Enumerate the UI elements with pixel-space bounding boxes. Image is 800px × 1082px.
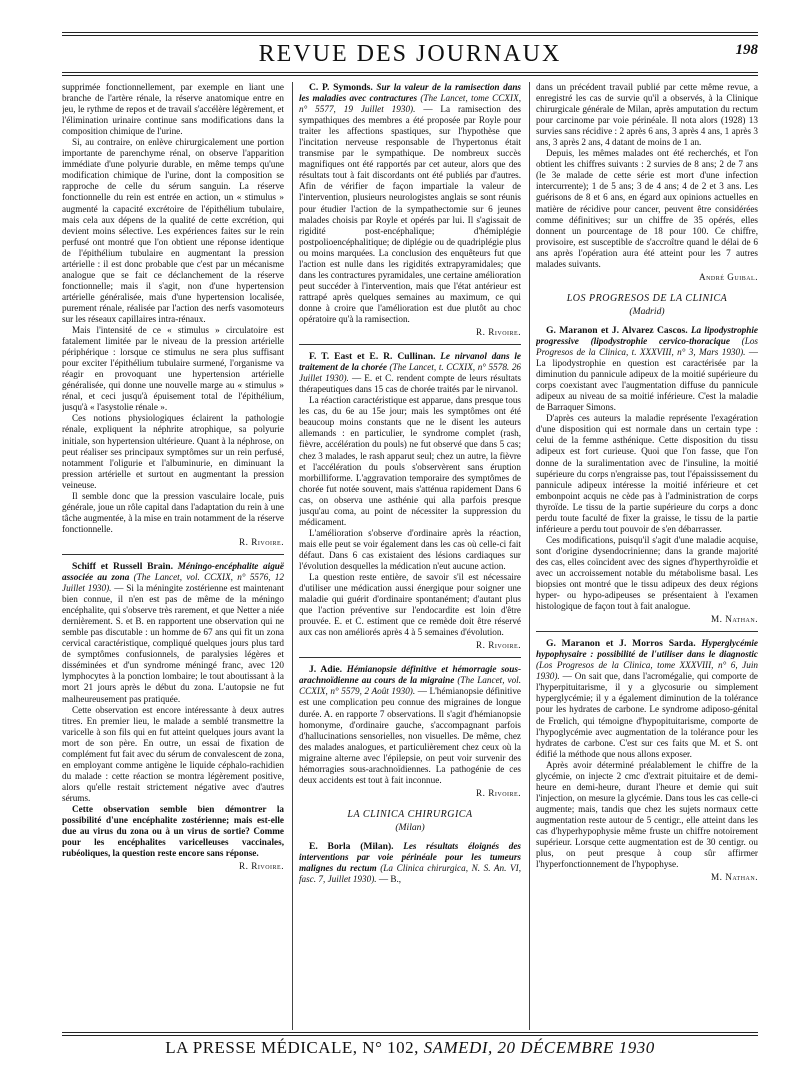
article-text: — B., <box>378 874 402 885</box>
column-1 <box>62 82 284 1030</box>
paragraph: La question reste entière, de savoir s'il est nécessaire d'utiliser une médication aussi énergique pour soigner une maladie qui guérit d'ordinaire spontanément; d'autant plus que l'action préventive sur l'endocardite est loin d'être prouvée. E. et C. estiment que ce remède doit être réservé aux cas non améliorés après 4 à 5 semaines d'évolution. <box>299 572 521 638</box>
article-text: — On sait que, dans l'acromégalie, qui comporte de l'hyperpituitarisme, il y a glycosurie ou simplement hyperglycémie; il y a également diminution de la tolérance pour les hydrates de carbone. Le syndrome adiposo-génital de Frœlich, qui témoigne d'hypopituitarisme, comporte de l'hypoglycémie avec augmentation de la tolérance pour les hydrates de carbone. C'est sur ces faits que M. et S. ont édifié la méthode que nous allons exposer. <box>536 671 758 759</box>
column-2 <box>299 82 521 1030</box>
journal-title: REVUE DES JOURNAUX <box>258 41 562 67</box>
signature: R. Rivoire. <box>476 327 521 338</box>
paragraph: D'après ces auteurs la maladie représente l'exagération d'une disposition qui est normale dans un certain type : celui de la femme asthénique. Cette disposition du tissu adipeux est fort curieuse. Quoi que l'on fasse, que l'on donne de la suralimentation avec de l'insuline, la moitié supérieure du corps n'engraisse pas, tout l'épaississement du pannicule adipeux intéresse la moitié inférieure et cet embonpoint acquis ne cède pas à l'administration de corps thyroïde. Le tissu de la partie supérieure du corps a donc perdu toute faculté de fixer la graisse, le tissu de la partie inférieure a perdu tout pouvoir de s'en débarrasser. <box>536 413 758 534</box>
article-source: (The Lancet, vol. CCXIX, n° 5579, 2 Août 1930). <box>299 675 521 697</box>
article-author: J. Adie. <box>309 664 343 676</box>
signature: R. Rivoire. <box>239 536 284 547</box>
article-title: Méningo-encéphalite aiguë associée au zona <box>62 560 284 583</box>
article-author: G. Maranon et J. Morros Sarda. <box>546 638 696 650</box>
footer-date: SAMEDI, 20 DÉCEMBRE 1930 <box>423 1038 655 1057</box>
signature: R. Rivoire. <box>476 787 521 798</box>
article-text: — Si la méningite zostérienne est maintenant bien connue, il n'en est pas de même de la méningo encéphalite, qui s'observe très rarement, et que Netter a niée dernièrement. S. et B. en rapportent une observation qui ne semble pas discutable : un homme de 67 ans qui fit un zona cervical caractéristique, compliqué quelques jours plus tard de symptômes confusionnels, de paralysies légères et disséminées et d'un syndrome méningé franc, avec 120 lymphocytes à la ponction lombaire; le tout aboutissant à la mort 21 jours après le début du zona. L'autopsie ne fut malheureusement pas pratiquée. <box>62 583 284 704</box>
article-entry <box>299 351 521 395</box>
page-footer <box>62 1038 758 1058</box>
column-divider <box>529 82 530 1030</box>
footer-rule <box>62 1032 758 1036</box>
article-entry <box>536 325 758 413</box>
page-number: 198 <box>735 42 758 58</box>
paragraph: L'amélioration s'observe d'ordinaire après la réaction, mais elle peut se voir également dans les cas où celle-ci fait défaut. Dans 6 cas existaient des lésions cardiaques sur l'évolution desquelles la médication n'eut aucune action. <box>299 527 521 571</box>
article-columns <box>62 82 758 1030</box>
paragraph: Cette observation semble bien démontrer la possibilité d'une encéphalite zostérienne; mais est-elle due au virus du zona ou à un virus de sortie? Comme pour les encéphalites varicelleuses vaccinales, rubéoliques, la question reste encore sans réponse. <box>62 804 284 859</box>
section-place: (Madrid) <box>629 305 665 317</box>
article-source: (Los Progresos de la Clinica, tome XXXVIII, n° 6, Juin 1930). <box>536 660 758 682</box>
article-title: Les résultats éloignés des interventions par voie périnéale pour les tumeurs malignes du rectum <box>299 841 521 874</box>
article-title: La lipodystrophie progressive (lipodystrophie cervico-thoracique <box>536 324 758 346</box>
paragraph: dans un précédent travail publié par cette même revue, a enregistré les cas de survie qu'il a observés, à la Clinique chirurgicale générale de Milan, après amputation du rectum pour carcinome par voie périnéale. Il nota alors (1928) 13 survies sans récidive : 2 après 6 ans, 3 après 4 ans, 1 après 3 ans, 3 après 2 ans, 4 datant de moins de 1 an. <box>536 82 758 148</box>
column-3 <box>536 82 758 1030</box>
article-source: (The Lancet, vol. CCXIX, n° 5576, 12 Juillet 1930). <box>62 572 284 594</box>
article-text: — L'hémianopsie définitive est une complication peu connue des migraines de longue durée. A. en rapporte 7 observations. Il s'agit d'hémianopsie homonyme, d'ordinaire gauche, s'accompagnant parfois d'hallucinations sensorielles, non visuelles. De même, chez des malades analogues, et particulièrement chez ceux où la migraine alterne avec l'épilepsie, on peut voir survenir des hémorragies sous-arachnoïdiennes. La pathogénie de ces deux accidents est tout à fait inconnue. <box>299 686 521 785</box>
article-title: Le nirvanol dans le traitement de la chorée <box>299 351 521 373</box>
separator <box>536 631 758 632</box>
article-source: (The Lancet, tome CCXIX, n° 5577, 19 Juillet 1930). <box>299 93 521 115</box>
header-rule <box>62 72 758 76</box>
section-heading: LOS PROGRESOS DE LA CLINICA <box>566 292 728 304</box>
article-entry <box>536 638 758 760</box>
signature: R. Rivoire. <box>476 640 521 651</box>
article-entry <box>299 841 521 885</box>
article-author: Schiff et Russell Brain. <box>72 560 174 572</box>
article-author: E. Borla (Milan). <box>309 841 394 852</box>
column-divider <box>292 82 293 1030</box>
article-author: G. Maranon et J. Alvarez Cascos. <box>546 324 688 336</box>
section-heading: LA CLINICA CHIRURGICA <box>347 808 473 820</box>
article-author: F. T. East et E. R. Cullinan. <box>309 351 436 363</box>
footer-journal: LA PRESSE MÉDICALE, N° 102, <box>165 1038 419 1057</box>
paragraph: Ces notions physiologiques éclairent la pathologie rénale, expliquent la néphrite atrophique, sa polyurie initiale, son hypertension ultérieure. Quant à la néphrose, on peut réaliser ses principaux symptômes sur un rein perfusé, notamment l'oligurie et l'albuminurie, en diminuant la pression artérielle et surtout en augmentant la pression veineuse. <box>62 413 284 490</box>
paragraph: Si, au contraire, on enlève chirurgicalement une portion importante de parenchyme rénal, on observe l'apparition immédiate d'une polyurie durable, en même temps qu'une modification chimique de l'urine, dont la composition se rapproche de celle du sérum sanguin. La réserve fonctionnelle du rein est entrée en action, un « stimulus » augmenté la capacité excrétoire de l'épithélium tubulaire, mais cela aux dépens de la qualité de cette excrétion, qui devient moins sélective. Les expériences faites sur le rein perfusé ont montré que l'on obtient une réponse identique de l'épithélium tubulaire en augmentant la pression artérielle : il est donc probable que c'est par un mécanisme analogue que se fait ce déclanchement de la réserve fonctionnelle; mais il s'agit, non d'une hypertension artérielle généralisée, mais d'une hypertension localisée, purement rénale, réalisée par l'action des nerfs vasomoteurs sur les réseaux capillaires intra-rénaux. <box>62 137 284 324</box>
article-author: C. P. Symonds. <box>309 82 373 93</box>
article-title: Hyperglycémie hypophysaire : possibilité de l'utiliser dans le diagnostic <box>536 638 758 660</box>
article-source: (The Lancet, t. CCXIX, n° 5578. 26 Juillet 1930). <box>299 362 521 384</box>
paragraph: Cette observation est encore intéressante à deux autres titres. En premier lieu, le malade a semblé transmettre la varicelle à son fils qui en fut atteint quelques jours avant la mort de son père. En outre, un essai de fixation de complément fut fait avec du sérum de convalescent de zona, en employant comme antigène le liquide céphalo-rachidien du malade : cette réaction se montra légèrement positive, alors qu'elle restait strictement négative avec d'autres sérums. <box>62 704 284 803</box>
paragraph: Après avoir déterminé préalablement le chiffre de la glycémie, on injecte 2 cmc d'extrait pituitaire et de demi-heure en demi-heure, durant l'heure et demie qui suit l'injection, on mesure la glycémie. Dans tous les cas celle-ci augmente; mais, tandis que chez les sujets normaux cette augmentation reste autour de 5 centigr., elle atteint dans les cas d'hyperhypophysie même fruste un chiffre notoirement supérieur. Lorsque cette augmentation est de 30 centigr. ou plus, on peut presque à coup sûr affirmer l'hyperfonctionnement de l'hypophyse. <box>536 759 758 870</box>
paragraph: supprimée fonctionnellement, par exemple en liant une branche de l'artère rénale, la réserve anatomique entre en jeu, le rythme de repos et de travail s'accélère légèrement, et l'élimination urinaire continue sans modifications dans la composition chimique de l'urine. <box>62 82 284 137</box>
signature: M. Nathan. <box>710 872 758 883</box>
paragraph: Mais l'intensité de ce « stimulus » circulatoire est fatalement limitée par le niveau de la pression artérielle périphérique : lorsque ce stimulus ne sera plus suffisant pour exciter l'épithélium tubulaire surmené, l'organisme va réagir en provoquant une hypertension artérielle généralisée, qui donne une nouvelle marge au « stimulus » rénal, et ceci jusqu'à épuisement total de l'épithélium, jusqu'à « l'asystolie rénale ». <box>62 325 284 413</box>
signature: R. Rivoire. <box>239 861 284 872</box>
paragraph: Il semble donc que la pression vasculaire locale, puis générale, joue un rôle capital dans l'adaptation du rein à une tâche augmentée, à la mise en train notamment de la réserve fonctionnelle. <box>62 490 284 534</box>
article-text: — La ramisection des sympathiques des membres a été proposée par Royle pour traiter les affections spastiques, sur l'hypothèse que l'incitation nerveuse responsable de l'hypertonus était transmise par le sympathique. De nombreux succès magnifiques ont été rapportés par cet auteur, alors que des résultats tout à fait discordants ont été publiés par d'autres. Afin de vérifier de façon impartiale la valeur de l'intervention, plusieurs neurologistes anglais se sont réunis pour étudier l'action de la sympathectomie sur 6 jeunes malades choisis par Royle et opérés par lui. Il s'agissait de rigidité post-encéphalique; d'hémiplégie postpolioencéphalitique; de diplégie ou de quadriplégie plus ou moins marquées. La conclusion des enquêteurs fut que l'action est nulle dans les rigidités extrapyramidales; que dans les contractures pyramidales, une certaine amélioration peut succéder à l'intervention, mais que l'état antérieur est rattrapé après quelques semaines au maximum, ce qui donne à croire que l'amélioration est due plutôt au choc opératoire qu'à la ramisection. <box>299 104 521 324</box>
separator <box>62 554 284 555</box>
separator <box>299 657 521 658</box>
paragraph: Depuis, les mêmes malades ont été recherchés, et l'on obtient les chiffres suivants : 2 survies de 8 ans; 2 de 7 ans (le 3e malade de cette série est mort d'une infection intercurrente); 1 de 5 ans; 3 de 4 ans; 4 de 2 et 3 ans. Les guérisons de 8 et 6 ans, en égard aux opinions actuelles en matière de récidive pour cancer, peuvent être considérées comme définitives; sur un chiffre de 35 opérés, elles donnent un pourcentage de 18 pour 100. Ce chiffre, provisoire, est susceptible de s'accroître quand le délai de 6 ans après l'opération aura été atteint pour les 7 autres malades suivants. <box>536 148 758 269</box>
article-source: (La Clinica chirurgica, N. S. An. VI, fasc. 7, Juillet 1930). <box>299 863 521 885</box>
paragraph: La réaction caractéristique est apparue, dans presque tous les cas, du 6e au 15e jour; mais les symptômes ont été beaucoup moins constants que ne le disent les auteurs allemands : en particulier, le syndrome complet (rash, fièvre, accélération du pouls) ne fut observé que dans 5 cas; chez 3 malades, le rash apparut seul; chez un autre, la fièvre et l'accélération du pouls s'observèrent sans éruption morbilliforme. L'aggravation temporaire des symptômes de chorée fut notée souvent, mais s'atténua rapidement Dans 6 cas, on observa une asthénie qui alla parfois presque jusqu'au coma, au point de nécessiter la suppression du médicament. <box>299 395 521 527</box>
page-header <box>62 36 758 72</box>
signature: M. Nathan. <box>710 614 758 625</box>
section-place: (Milan) <box>395 821 425 833</box>
signature: André Guibal. <box>698 271 758 282</box>
article-title: Sur la valeur de la ramisection dans les maladies avec contractures <box>299 82 521 104</box>
article-text: — La lipodystrophie en question est caractérisée par la diminution du pannicule adipeux de la moitié supérieure du corps coexistant avec l'augmentation diffuse du pannicule adipeux au niveau de sa moitié inférieure. C'est la maladie de Barraquer Simons. <box>536 347 758 413</box>
article-entry <box>62 561 284 705</box>
article-text: — E. et C. rendent compte de leurs résultats thérapeutiques dans 15 cas de chorée traités par le nirvanol. <box>299 373 521 395</box>
article-source: (Los Progresos de la Clinica, t. XXXVIII, n° 3, Mars 1930). <box>536 335 758 358</box>
article-entry <box>299 664 521 786</box>
paragraph: Ces modifications, puisqu'il s'agit d'une maladie acquise, sont d'origine dysendocrinienne; dans la grande majorité des cas, elles coïncident avec des signes d'hyperthyroïdie et avec un accroissement notable du métabolisme basal. Les biopsies ont montré que le tissu adipeux des deux régions hyper- ou hypo-adipeuses se présentaient à l'examen histologique de façon tout à fait analogue. <box>536 534 758 612</box>
article-title: Hémianopsie définitive et hémorragie sous-arachnoïdienne au cours de la migraine <box>299 664 521 686</box>
article-entry <box>299 82 521 325</box>
separator <box>299 344 521 345</box>
